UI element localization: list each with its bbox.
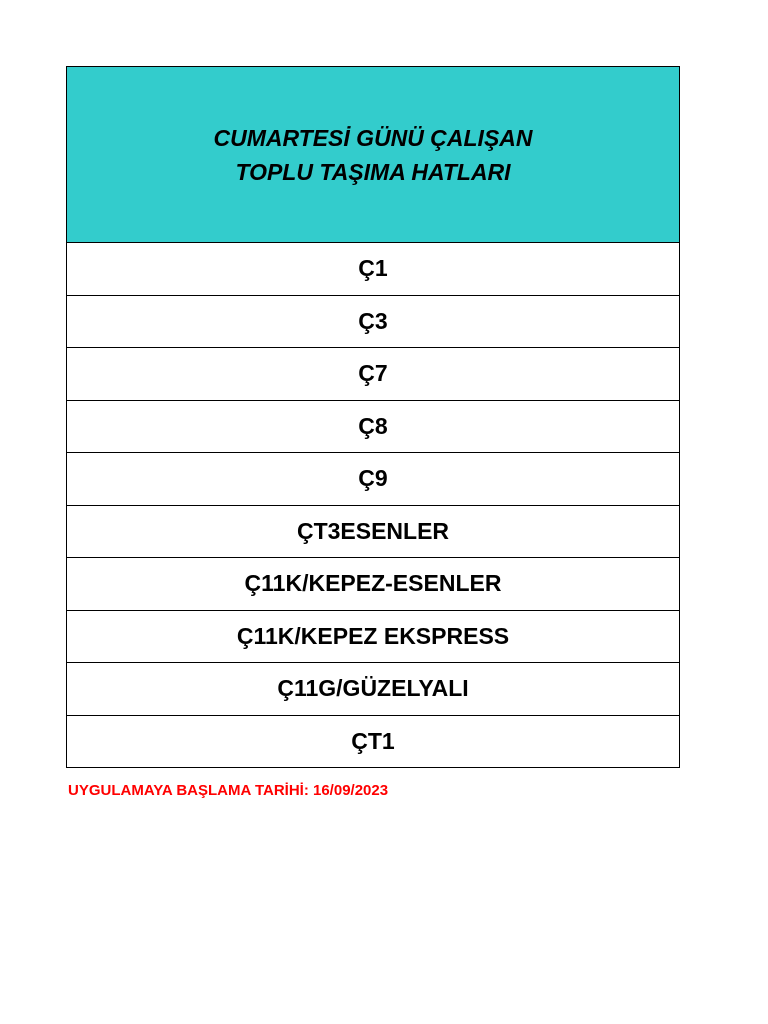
table-row xyxy=(67,348,680,401)
table-row xyxy=(67,243,680,296)
table-row xyxy=(67,715,680,768)
table-row xyxy=(67,295,680,348)
route-cell: Ç8 xyxy=(67,400,680,453)
table-row xyxy=(67,558,680,611)
route-cell: ÇT1 xyxy=(67,715,680,768)
route-cell: Ç11K/KEPEZ-ESENLER xyxy=(67,558,680,611)
route-cell: Ç3 xyxy=(67,295,680,348)
table-title-line-1: CUMARTESİ GÜNÜ ÇALIŞAN xyxy=(213,124,533,151)
route-cell: Ç7 xyxy=(67,348,680,401)
table-header-row xyxy=(67,67,680,243)
table-row xyxy=(67,453,680,506)
start-date-note: UYGULAMAYA BAŞLAMA TARİHİ: 16/09/2023 xyxy=(68,782,389,799)
table-title-cell xyxy=(67,67,680,243)
route-cell: ÇT3ESENLER xyxy=(67,505,680,558)
table-title-line-2: TOPLU TAŞIMA HATLARI xyxy=(235,158,511,185)
table-row xyxy=(67,610,680,663)
table-row xyxy=(67,400,680,453)
route-cell: Ç11G/GÜZELYALI xyxy=(67,663,680,716)
table-row xyxy=(67,505,680,558)
route-cell: Ç1 xyxy=(67,243,680,296)
route-cell: Ç11K/KEPEZ EKSPRESS xyxy=(67,610,680,663)
table-row xyxy=(67,663,680,716)
route-cell: Ç9 xyxy=(67,453,680,506)
route-table xyxy=(66,66,680,768)
